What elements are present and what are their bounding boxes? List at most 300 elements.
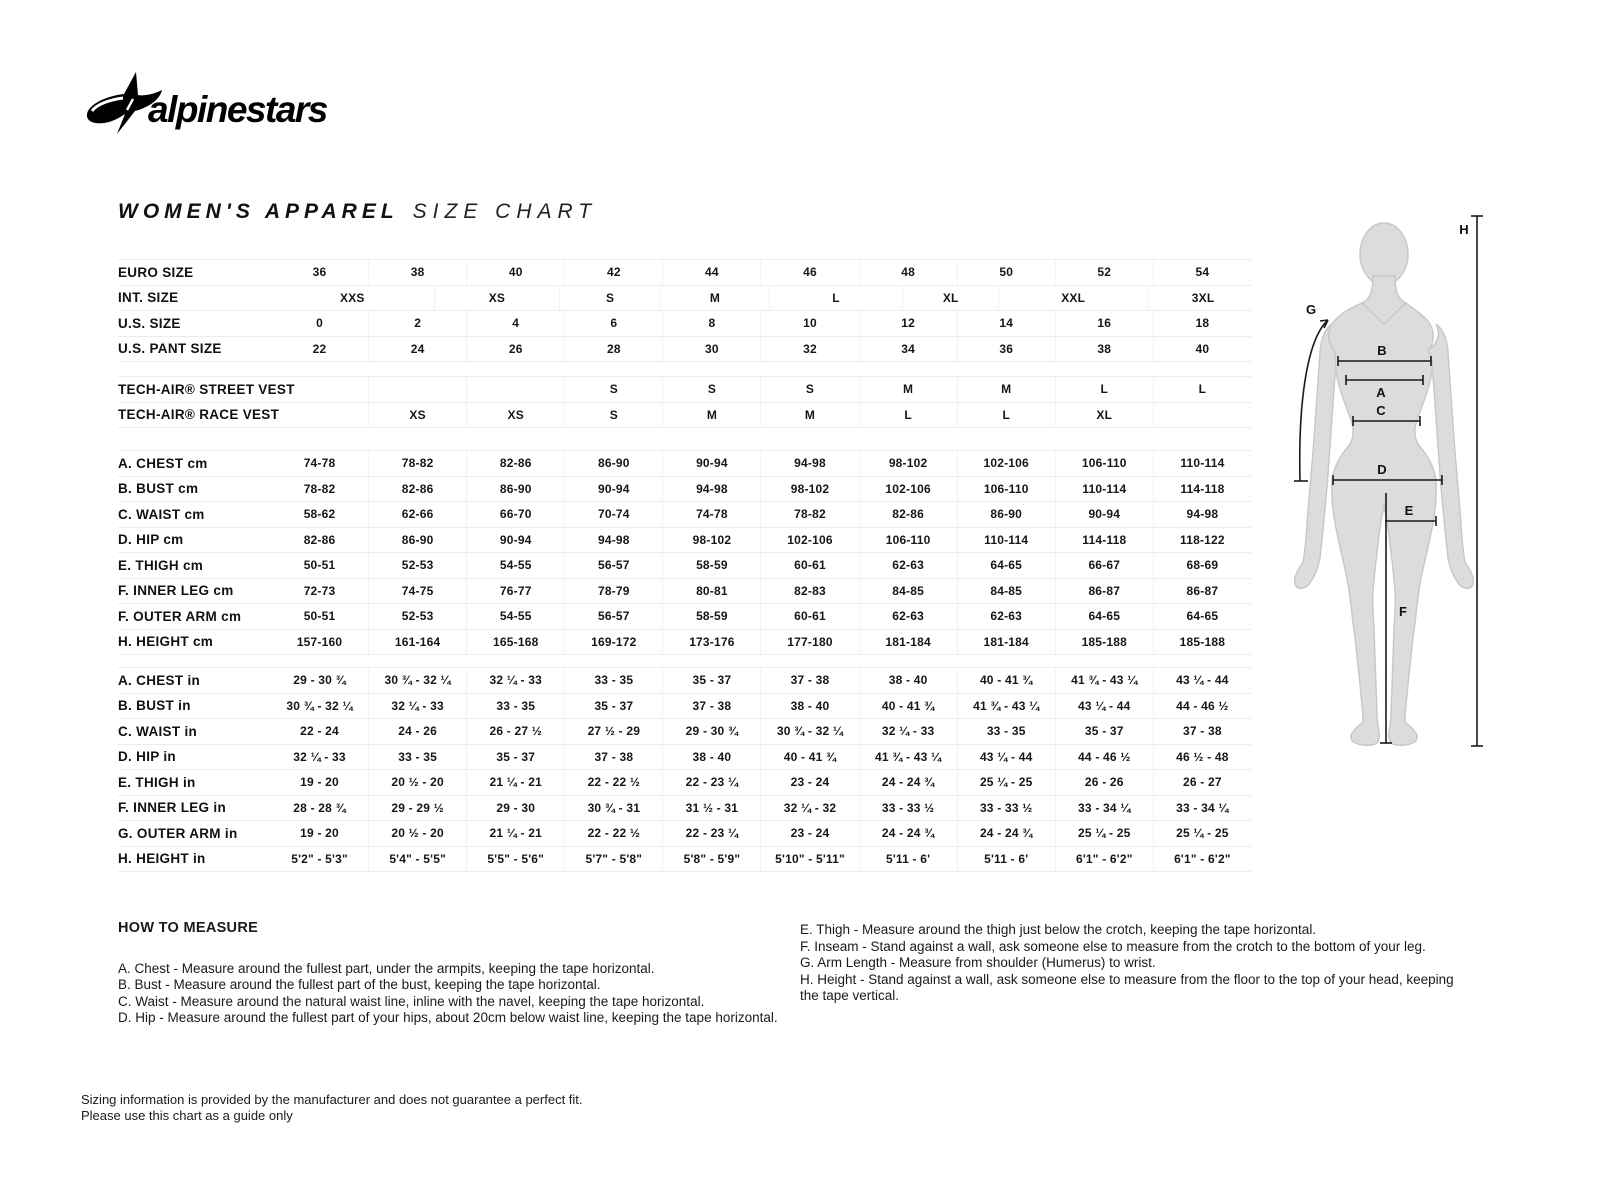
table-cell: 24 - 24 ¾ <box>957 821 1055 846</box>
table-row <box>118 553 1251 579</box>
table-cell: L <box>957 403 1055 428</box>
figure-left-arm <box>1295 324 1340 588</box>
table-cell: 26 <box>466 337 564 362</box>
table-cell: 19 - 20 <box>300 775 339 790</box>
row-label: F. INNER LEG in <box>118 800 227 816</box>
row-label: H. HEIGHT in <box>118 851 206 867</box>
table-cell: 84-85 <box>859 579 957 604</box>
table-cell: 22 <box>312 341 327 356</box>
table-row <box>118 745 1251 771</box>
table-row <box>118 477 1251 503</box>
row-label: TECH-AIR® RACE VEST <box>118 407 280 423</box>
table-cell: 19 - 20 <box>300 826 339 841</box>
table-cell: 106-110 <box>859 528 957 553</box>
table-cell: 30 ¾ - 32 ¼ <box>286 698 353 713</box>
table-cell: M <box>957 377 1055 402</box>
table-cell: 40 <box>466 260 564 285</box>
table-cell: 12 <box>859 311 957 336</box>
table-cell: 46 <box>760 260 858 285</box>
table-cell: L <box>1153 377 1251 402</box>
how-to-measure-left-items <box>118 961 778 1027</box>
alpinestars-wordmark: alpinestars <box>148 89 327 130</box>
table-cell: 33 - 35 <box>466 694 564 719</box>
table-cell: 5'5" - 5'6" <box>466 847 564 872</box>
table-cell: 78-82 <box>303 481 336 496</box>
table-cell: 33 - 35 <box>564 668 662 693</box>
table-cell: 32 ¼ - 33 <box>293 749 346 764</box>
table-cell: 90-94 <box>564 477 662 502</box>
table-cell: 32 ¼ - 33 <box>466 668 564 693</box>
table-cell: 84-85 <box>957 579 1055 604</box>
table-cell: 90-94 <box>1055 502 1153 527</box>
table-cell: 23 - 24 <box>760 770 858 795</box>
table-row <box>118 403 1251 429</box>
table-cell: M <box>859 377 957 402</box>
measure-instruction: E. Thigh - Measure around the thigh just below the crotch, keeping the tape horizontal. <box>800 922 1317 937</box>
figure-label-arm-length: G <box>1305 302 1317 317</box>
table-cell: 35 - 37 <box>1055 719 1153 744</box>
table-row <box>118 719 1251 745</box>
table-cell: 78-82 <box>760 502 858 527</box>
table-row <box>118 259 1251 286</box>
table-cell: 20 ½ - 20 <box>368 770 466 795</box>
table-cell: 29 - 30 ¾ <box>662 719 760 744</box>
table-row <box>118 286 1251 312</box>
table-cell: 37 - 38 <box>564 745 662 770</box>
row-label: C. WAIST cm <box>118 506 205 522</box>
disclaimer-line-2: Please use this chart as a guide only <box>81 1108 293 1123</box>
table-cell: 35 - 37 <box>662 668 760 693</box>
table-cell: 86-87 <box>1055 579 1153 604</box>
table-cell: 62-63 <box>957 604 1055 629</box>
table-cell: 6'1" - 6'2" <box>1153 847 1251 872</box>
table-cell: 58-59 <box>662 553 760 578</box>
table-row <box>118 450 1251 477</box>
table-cell: 68-69 <box>1153 553 1251 578</box>
table-cell: 118-122 <box>1153 528 1251 553</box>
table-cell: 31 ½ - 31 <box>662 796 760 821</box>
table-cell: 32 ¼ - 32 <box>760 796 858 821</box>
table-cell: 23 - 24 <box>760 821 858 846</box>
table-cell: 4 <box>466 311 564 336</box>
table-cell: 110-114 <box>1055 477 1153 502</box>
table-cell: 36 <box>957 337 1055 362</box>
table-cell: 90-94 <box>466 528 564 553</box>
table-cell: 24 - 24 ¾ <box>859 821 957 846</box>
table-row <box>118 770 1251 796</box>
how-to-measure-left-column <box>118 920 778 1027</box>
table-cell: 70-74 <box>564 502 662 527</box>
table-cell: 102-106 <box>760 528 858 553</box>
table-row <box>118 376 1251 403</box>
table-cell: 33 - 34 ¼ <box>1153 796 1251 821</box>
table-cell: XXS <box>340 290 365 305</box>
table-cell: 38 - 40 <box>662 745 760 770</box>
table-cell: 32 <box>760 337 858 362</box>
table-cell: 40 - 41 ¾ <box>859 694 957 719</box>
table-cell: 40 - 41 ¾ <box>957 668 1055 693</box>
table-cell <box>466 377 564 402</box>
table-cell: 46 ½ - 48 <box>1153 745 1251 770</box>
table-cell: 82-86 <box>303 532 336 547</box>
table-cell: 5'11 - 6' <box>859 847 957 872</box>
table-cell: XL <box>902 286 998 311</box>
table-cell: XS <box>434 286 559 311</box>
table-cell: 43 ¼ - 44 <box>957 745 1055 770</box>
table-cell: 64-65 <box>1153 604 1251 629</box>
table-cell: 80-81 <box>662 579 760 604</box>
table-cell: 86-90 <box>564 451 662 476</box>
figure-label-waist: C <box>1376 403 1386 418</box>
table-cell: 66-70 <box>466 502 564 527</box>
table-cell: 58-59 <box>662 604 760 629</box>
row-label: H. HEIGHT cm <box>118 634 214 650</box>
table-cell: 62-66 <box>368 502 466 527</box>
table-cell: 33 - 35 <box>368 745 466 770</box>
table-cell: 38 - 40 <box>760 694 858 719</box>
table-cell: 44 <box>662 260 760 285</box>
table-cell: 82-86 <box>368 477 466 502</box>
row-label: A. CHEST cm <box>118 455 208 471</box>
table-cell: 32 ¼ - 33 <box>859 719 957 744</box>
size-group-cm <box>118 450 1251 655</box>
table-cell: 33 - 33 ½ <box>957 796 1055 821</box>
figure-label-thigh: E <box>1404 503 1414 518</box>
measurement-figure <box>1278 198 1500 758</box>
table-cell: S <box>662 377 760 402</box>
table-cell: 33 - 35 <box>957 719 1055 744</box>
table-cell: L <box>769 286 902 311</box>
table-cell: 106-110 <box>1055 451 1153 476</box>
table-cell: 102-106 <box>957 451 1055 476</box>
table-cell: 74-75 <box>368 579 466 604</box>
table-cell: 52-53 <box>368 604 466 629</box>
table-cell: 34 <box>859 337 957 362</box>
table-cell: 82-86 <box>859 502 957 527</box>
table-cell: 35 - 37 <box>466 745 564 770</box>
table-cell: 28 <box>564 337 662 362</box>
table-cell: 54-55 <box>466 553 564 578</box>
row-label: EURO SIZE <box>118 264 194 280</box>
figure-label-chest: A <box>1376 385 1386 400</box>
table-cell: 43 ¼ - 44 <box>1153 668 1251 693</box>
table-cell: 20 ½ - 20 <box>368 821 466 846</box>
measure-instruction: F. Inseam - Stand against a wall, ask someone else to measure from the crotch to the bottom of your leg. <box>800 938 1426 954</box>
row-label: U.S. SIZE <box>118 315 181 331</box>
table-cell: 50 <box>957 260 1055 285</box>
disclaimer-line-1: Sizing information is provided by the manufacturer and does not guarantee a perfect fit. <box>81 1092 583 1107</box>
measure-instruction: B. Bust - Measure around the fullest part of the bust, keeping the tape horizontal. <box>118 977 601 992</box>
row-label: B. BUST cm <box>118 481 199 497</box>
table-cell <box>368 377 466 402</box>
table-cell: 25 ¼ - 25 <box>1153 821 1251 846</box>
row-label: INT. SIZE <box>118 290 179 306</box>
table-cell: S <box>564 377 662 402</box>
table-cell: 26 - 27 ½ <box>466 719 564 744</box>
table-row <box>118 502 1251 528</box>
row-label: B. BUST in <box>118 698 191 714</box>
table-row <box>118 630 1251 656</box>
table-cell: 86-87 <box>1153 579 1251 604</box>
table-cell: 78-82 <box>368 451 466 476</box>
table-cell <box>271 377 368 402</box>
table-cell: 64-65 <box>957 553 1055 578</box>
table-cell: 98-102 <box>662 528 760 553</box>
figure-label-inner-leg: F <box>1399 604 1407 619</box>
table-cell: M <box>760 403 858 428</box>
table-cell: 60-61 <box>760 553 858 578</box>
table-cell: 106-110 <box>957 477 1055 502</box>
table-cell: 86-90 <box>368 528 466 553</box>
row-label: F. INNER LEG cm <box>118 583 234 599</box>
table-cell: 29 - 29 ½ <box>368 796 466 821</box>
table-cell: 157-160 <box>296 634 343 649</box>
table-cell: 5'7" - 5'8" <box>564 847 662 872</box>
table-cell: 30 ¾ - 31 <box>564 796 662 821</box>
table-cell: 86-90 <box>957 502 1055 527</box>
table-cell: 66-67 <box>1055 553 1153 578</box>
table-cell: 25 ¼ - 25 <box>1055 821 1153 846</box>
table-cell: 98-102 <box>859 451 957 476</box>
measure-instruction: C. Waist - Measure around the natural waist line, inline with the navel, keeping the tape horizontal. <box>118 993 705 1009</box>
table-cell: 50-51 <box>303 609 336 624</box>
row-label: F. OUTER ARM cm <box>118 608 242 624</box>
table-cell: 52-53 <box>368 553 466 578</box>
table-cell: 37 - 38 <box>760 668 858 693</box>
table-row <box>118 694 1251 720</box>
table-cell: 72-73 <box>303 583 336 598</box>
table-cell: 25 ¼ - 25 <box>957 770 1055 795</box>
measure-instruction: H. Height - Stand against a wall, ask someone else to measure from the floor to the top of your head, keeping the tape vertical. <box>800 971 1454 1003</box>
table-cell: 18 <box>1153 311 1251 336</box>
table-cell: 169-172 <box>564 630 662 655</box>
figure-label-bust: B <box>1377 343 1387 358</box>
table-cell: S <box>760 377 858 402</box>
table-cell: 110-114 <box>957 528 1055 553</box>
table-cell: 21 ¼ - 21 <box>466 821 564 846</box>
table-cell: S <box>564 403 662 428</box>
table-cell: 41 ¾ - 43 ¼ <box>957 694 1055 719</box>
figure-torso-legs <box>1329 303 1436 745</box>
table-cell: 177-180 <box>760 630 858 655</box>
page-title <box>118 200 597 224</box>
table-cell: 37 - 38 <box>1153 719 1251 744</box>
table-row <box>118 604 1251 630</box>
size-table <box>118 259 1251 872</box>
table-cell: 24 - 26 <box>368 719 466 744</box>
figure-label-height: H <box>1459 222 1469 237</box>
table-cell: 74-78 <box>662 502 760 527</box>
table-cell: 40 <box>1153 337 1251 362</box>
table-cell: 94-98 <box>662 477 760 502</box>
table-cell: 56-57 <box>564 553 662 578</box>
table-row <box>118 528 1251 554</box>
table-cell: 173-176 <box>662 630 760 655</box>
table-cell: 5'10" - 5'11" <box>760 847 858 872</box>
table-cell: 22 - 23 ¼ <box>662 821 760 846</box>
table-cell: 2 <box>368 311 466 336</box>
table-cell: 110-114 <box>1153 451 1251 476</box>
page-title-sub: SIZE CHART <box>412 200 598 223</box>
table-cell: 24 - 24 ¾ <box>859 770 957 795</box>
table-cell: 38 <box>1055 337 1153 362</box>
table-cell: 30 ¾ - 32 ¼ <box>760 719 858 744</box>
row-label: TECH-AIR® STREET VEST <box>118 381 295 397</box>
row-label: U.S. PANT SIZE <box>118 341 222 357</box>
table-cell: 5'2" - 5'3" <box>291 851 348 866</box>
table-cell: 161-164 <box>368 630 466 655</box>
table-cell: 48 <box>859 260 957 285</box>
table-row <box>118 847 1251 873</box>
table-cell: L <box>1055 377 1153 402</box>
table-cell <box>1153 403 1251 428</box>
table-cell: 5'8" - 5'9" <box>662 847 760 872</box>
height-line <box>1471 216 1483 746</box>
size-group-international <box>118 259 1251 362</box>
table-cell: 60-61 <box>760 604 858 629</box>
table-cell: 0 <box>316 316 323 331</box>
table-cell: 26 - 27 <box>1153 770 1251 795</box>
figure-label-hip: D <box>1377 462 1387 477</box>
table-cell: 37 - 38 <box>662 694 760 719</box>
measure-instruction: D. Hip - Measure around the fullest part of your hips, about 20cm below waist line, keeping the tape horizontal. <box>118 1010 778 1025</box>
table-cell: 50-51 <box>303 558 336 573</box>
table-cell: 22 - 23 ¼ <box>662 770 760 795</box>
table-cell: 21 ¼ - 21 <box>466 770 564 795</box>
table-cell: L <box>859 403 957 428</box>
row-label: A. CHEST in <box>118 672 201 688</box>
table-cell: 6 <box>564 311 662 336</box>
table-cell: 22 - 22 ½ <box>564 821 662 846</box>
how-to-measure-heading: HOW TO MEASURE <box>118 920 259 936</box>
table-cell: 90-94 <box>662 451 760 476</box>
table-cell: 165-168 <box>466 630 564 655</box>
table-cell: 16 <box>1055 311 1153 336</box>
size-group-inches <box>118 667 1251 872</box>
table-cell: 26 - 26 <box>1055 770 1153 795</box>
table-cell: 44 - 46 ½ <box>1055 745 1153 770</box>
alpinestars-logo <box>84 68 364 152</box>
table-cell: 54 <box>1153 260 1251 285</box>
table-cell: 38 <box>368 260 466 285</box>
measure-instruction: A. Chest - Measure around the fullest part, under the armpits, keeping the tape horizontal. <box>118 960 655 976</box>
table-cell: 58-62 <box>303 507 336 522</box>
table-cell: 52 <box>1055 260 1153 285</box>
table-cell: XL <box>1055 403 1153 428</box>
table-cell: 114-118 <box>1153 477 1251 502</box>
table-cell: 33 - 33 ½ <box>859 796 957 821</box>
table-cell: 94-98 <box>1153 502 1251 527</box>
row-label: D. HIP cm <box>118 532 184 548</box>
table-cell: 74-78 <box>303 456 336 471</box>
table-cell: 36 <box>312 265 327 280</box>
table-cell: 10 <box>760 311 858 336</box>
table-cell <box>271 403 368 428</box>
table-cell: 24 <box>368 337 466 362</box>
table-cell: 62-63 <box>859 553 957 578</box>
table-row <box>118 337 1251 363</box>
table-cell: 3XL <box>1147 286 1258 311</box>
table-cell: 181-184 <box>957 630 1055 655</box>
table-cell: 30 ¾ - 32 ¼ <box>368 668 466 693</box>
table-cell: 5'4" - 5'5" <box>368 847 466 872</box>
table-cell: M <box>660 286 769 311</box>
table-cell: 54-55 <box>466 604 564 629</box>
table-cell: 102-106 <box>859 477 957 502</box>
row-label: E. THIGH in <box>118 774 196 790</box>
table-cell: 41 ¾ - 43 ¼ <box>859 745 957 770</box>
table-cell: 40 - 41 ¾ <box>760 745 858 770</box>
row-label: D. HIP in <box>118 749 176 765</box>
table-row <box>118 667 1251 694</box>
table-cell: 43 ¼ - 44 <box>1055 694 1153 719</box>
table-cell: 32 ¼ - 33 <box>368 694 466 719</box>
table-cell: 28 - 28 ¾ <box>293 800 346 815</box>
figure-right-arm <box>1428 324 1473 588</box>
table-cell: 22 - 22 ½ <box>564 770 662 795</box>
table-cell: XS <box>368 403 466 428</box>
size-group-tech-air <box>118 376 1251 428</box>
table-cell: 42 <box>564 260 662 285</box>
page-title-main: WOMEN'S APPAREL <box>118 200 399 223</box>
table-cell: 76-77 <box>466 579 564 604</box>
table-row <box>118 796 1251 822</box>
how-to-measure-right-column <box>800 922 1460 1005</box>
table-cell: 30 <box>662 337 760 362</box>
table-cell: M <box>662 403 760 428</box>
table-cell: 185-188 <box>1153 630 1251 655</box>
table-cell: 41 ¾ - 43 ¼ <box>1055 668 1153 693</box>
row-label: E. THIGH cm <box>118 557 204 573</box>
table-cell: 29 - 30 <box>466 796 564 821</box>
table-cell: 94-98 <box>760 451 858 476</box>
table-cell: 78-79 <box>564 579 662 604</box>
row-label: C. WAIST in <box>118 723 198 739</box>
table-cell: 22 - 24 <box>300 724 339 739</box>
table-cell: 33 - 34 ¼ <box>1055 796 1153 821</box>
measure-instruction: G. Arm Length - Measure from shoulder (Humerus) to wrist. <box>800 955 1156 970</box>
table-cell: 6'1" - 6'2" <box>1055 847 1153 872</box>
table-cell: 35 - 37 <box>564 694 662 719</box>
table-cell: 56-57 <box>564 604 662 629</box>
table-cell: 64-65 <box>1055 604 1153 629</box>
table-cell: XXL <box>998 286 1147 311</box>
table-cell: 82-86 <box>466 451 564 476</box>
table-row <box>118 821 1251 847</box>
table-cell: 62-63 <box>859 604 957 629</box>
table-cell: 29 - 30 ¾ <box>293 673 346 688</box>
table-row <box>118 579 1251 605</box>
table-cell: 114-118 <box>1055 528 1153 553</box>
table-cell: 27 ½ - 29 <box>564 719 662 744</box>
table-cell: 94-98 <box>564 528 662 553</box>
how-to-measure-right-items <box>800 922 1460 1005</box>
row-label: G. OUTER ARM in <box>118 825 238 841</box>
table-cell: 8 <box>662 311 760 336</box>
table-cell: 44 - 46 ½ <box>1153 694 1251 719</box>
table-row <box>118 311 1251 337</box>
table-cell: 181-184 <box>859 630 957 655</box>
table-cell: XS <box>466 403 564 428</box>
table-cell: 38 - 40 <box>859 668 957 693</box>
table-cell: 14 <box>957 311 1055 336</box>
disclaimer <box>81 1092 583 1124</box>
table-cell: 82-83 <box>760 579 858 604</box>
table-cell: 5'11 - 6' <box>957 847 1055 872</box>
table-cell: 98-102 <box>760 477 858 502</box>
table-cell: 185-188 <box>1055 630 1153 655</box>
table-cell: 86-90 <box>466 477 564 502</box>
